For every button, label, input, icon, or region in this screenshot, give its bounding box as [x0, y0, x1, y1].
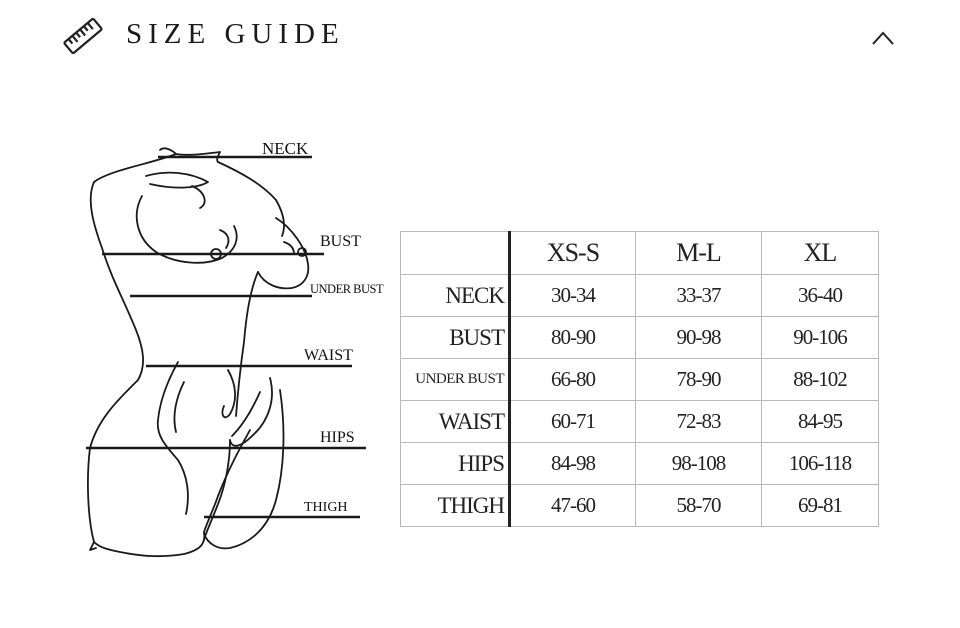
- table-cell: 33-37: [636, 275, 762, 317]
- row-label-thigh: THIGH: [401, 485, 510, 527]
- column-header-xl: XL: [762, 232, 879, 275]
- underbust-label: UNDER BUST: [310, 282, 384, 296]
- table-cell: 80-90: [510, 317, 636, 359]
- bust-label: BUST: [320, 233, 361, 250]
- table-cell: 36-40: [762, 275, 879, 317]
- ruler-icon: [62, 16, 104, 56]
- column-header-xs-s: XS-S: [510, 232, 636, 275]
- page-title: SIZE GUIDE: [126, 18, 345, 50]
- table-row: [401, 275, 879, 317]
- row-label-hips: HIPS: [401, 443, 510, 485]
- thigh-label: THIGH: [304, 500, 348, 515]
- torso-right-outline: [236, 272, 258, 416]
- table-corner-cell: [401, 232, 510, 275]
- body-measurement-figure: [80, 130, 400, 570]
- table-cell: 78-90: [636, 359, 762, 401]
- table-row: [401, 401, 879, 443]
- neck-outline: [160, 148, 220, 162]
- table-cell: 30-34: [510, 275, 636, 317]
- hips-label: HIPS: [320, 429, 355, 446]
- right-shoulder-outline: [218, 162, 284, 236]
- neck-label: NECK: [262, 139, 309, 158]
- size-chart-table: [400, 231, 879, 527]
- table-row: [401, 359, 879, 401]
- table-header-row: [401, 232, 879, 275]
- column-header-m-l: M-L: [636, 232, 762, 275]
- table-cell: 88-102: [762, 359, 879, 401]
- table-row: [401, 443, 879, 485]
- table-cell: 60-71: [510, 401, 636, 443]
- table-cell: 98-108: [636, 443, 762, 485]
- table-cell: 84-98: [510, 443, 636, 485]
- torso-left-outline: [88, 154, 204, 556]
- table-cell: 47-60: [510, 485, 636, 527]
- row-label-waist: WAIST: [401, 401, 510, 443]
- table-cell: 69-81: [762, 485, 879, 527]
- waist-label: WAIST: [304, 347, 353, 364]
- table-cell: 106-118: [762, 443, 879, 485]
- row-label-neck: NECK: [401, 275, 510, 317]
- table-cell: 58-70: [636, 485, 762, 527]
- table-row: [401, 485, 879, 527]
- row-label-under-bust: UNDER BUST: [401, 359, 510, 401]
- table-cell: 84-95: [762, 401, 879, 443]
- table-cell: 90-98: [636, 317, 762, 359]
- table-cell: 66-80: [510, 359, 636, 401]
- table-cell: 72-83: [636, 401, 762, 443]
- table-cell: 90-106: [762, 317, 879, 359]
- chevron-up-icon[interactable]: [866, 22, 900, 52]
- row-label-bust: BUST: [401, 317, 510, 359]
- table-row: [401, 317, 879, 359]
- size-guide-header[interactable]: [0, 0, 960, 70]
- thigh-right-outline: [204, 390, 283, 548]
